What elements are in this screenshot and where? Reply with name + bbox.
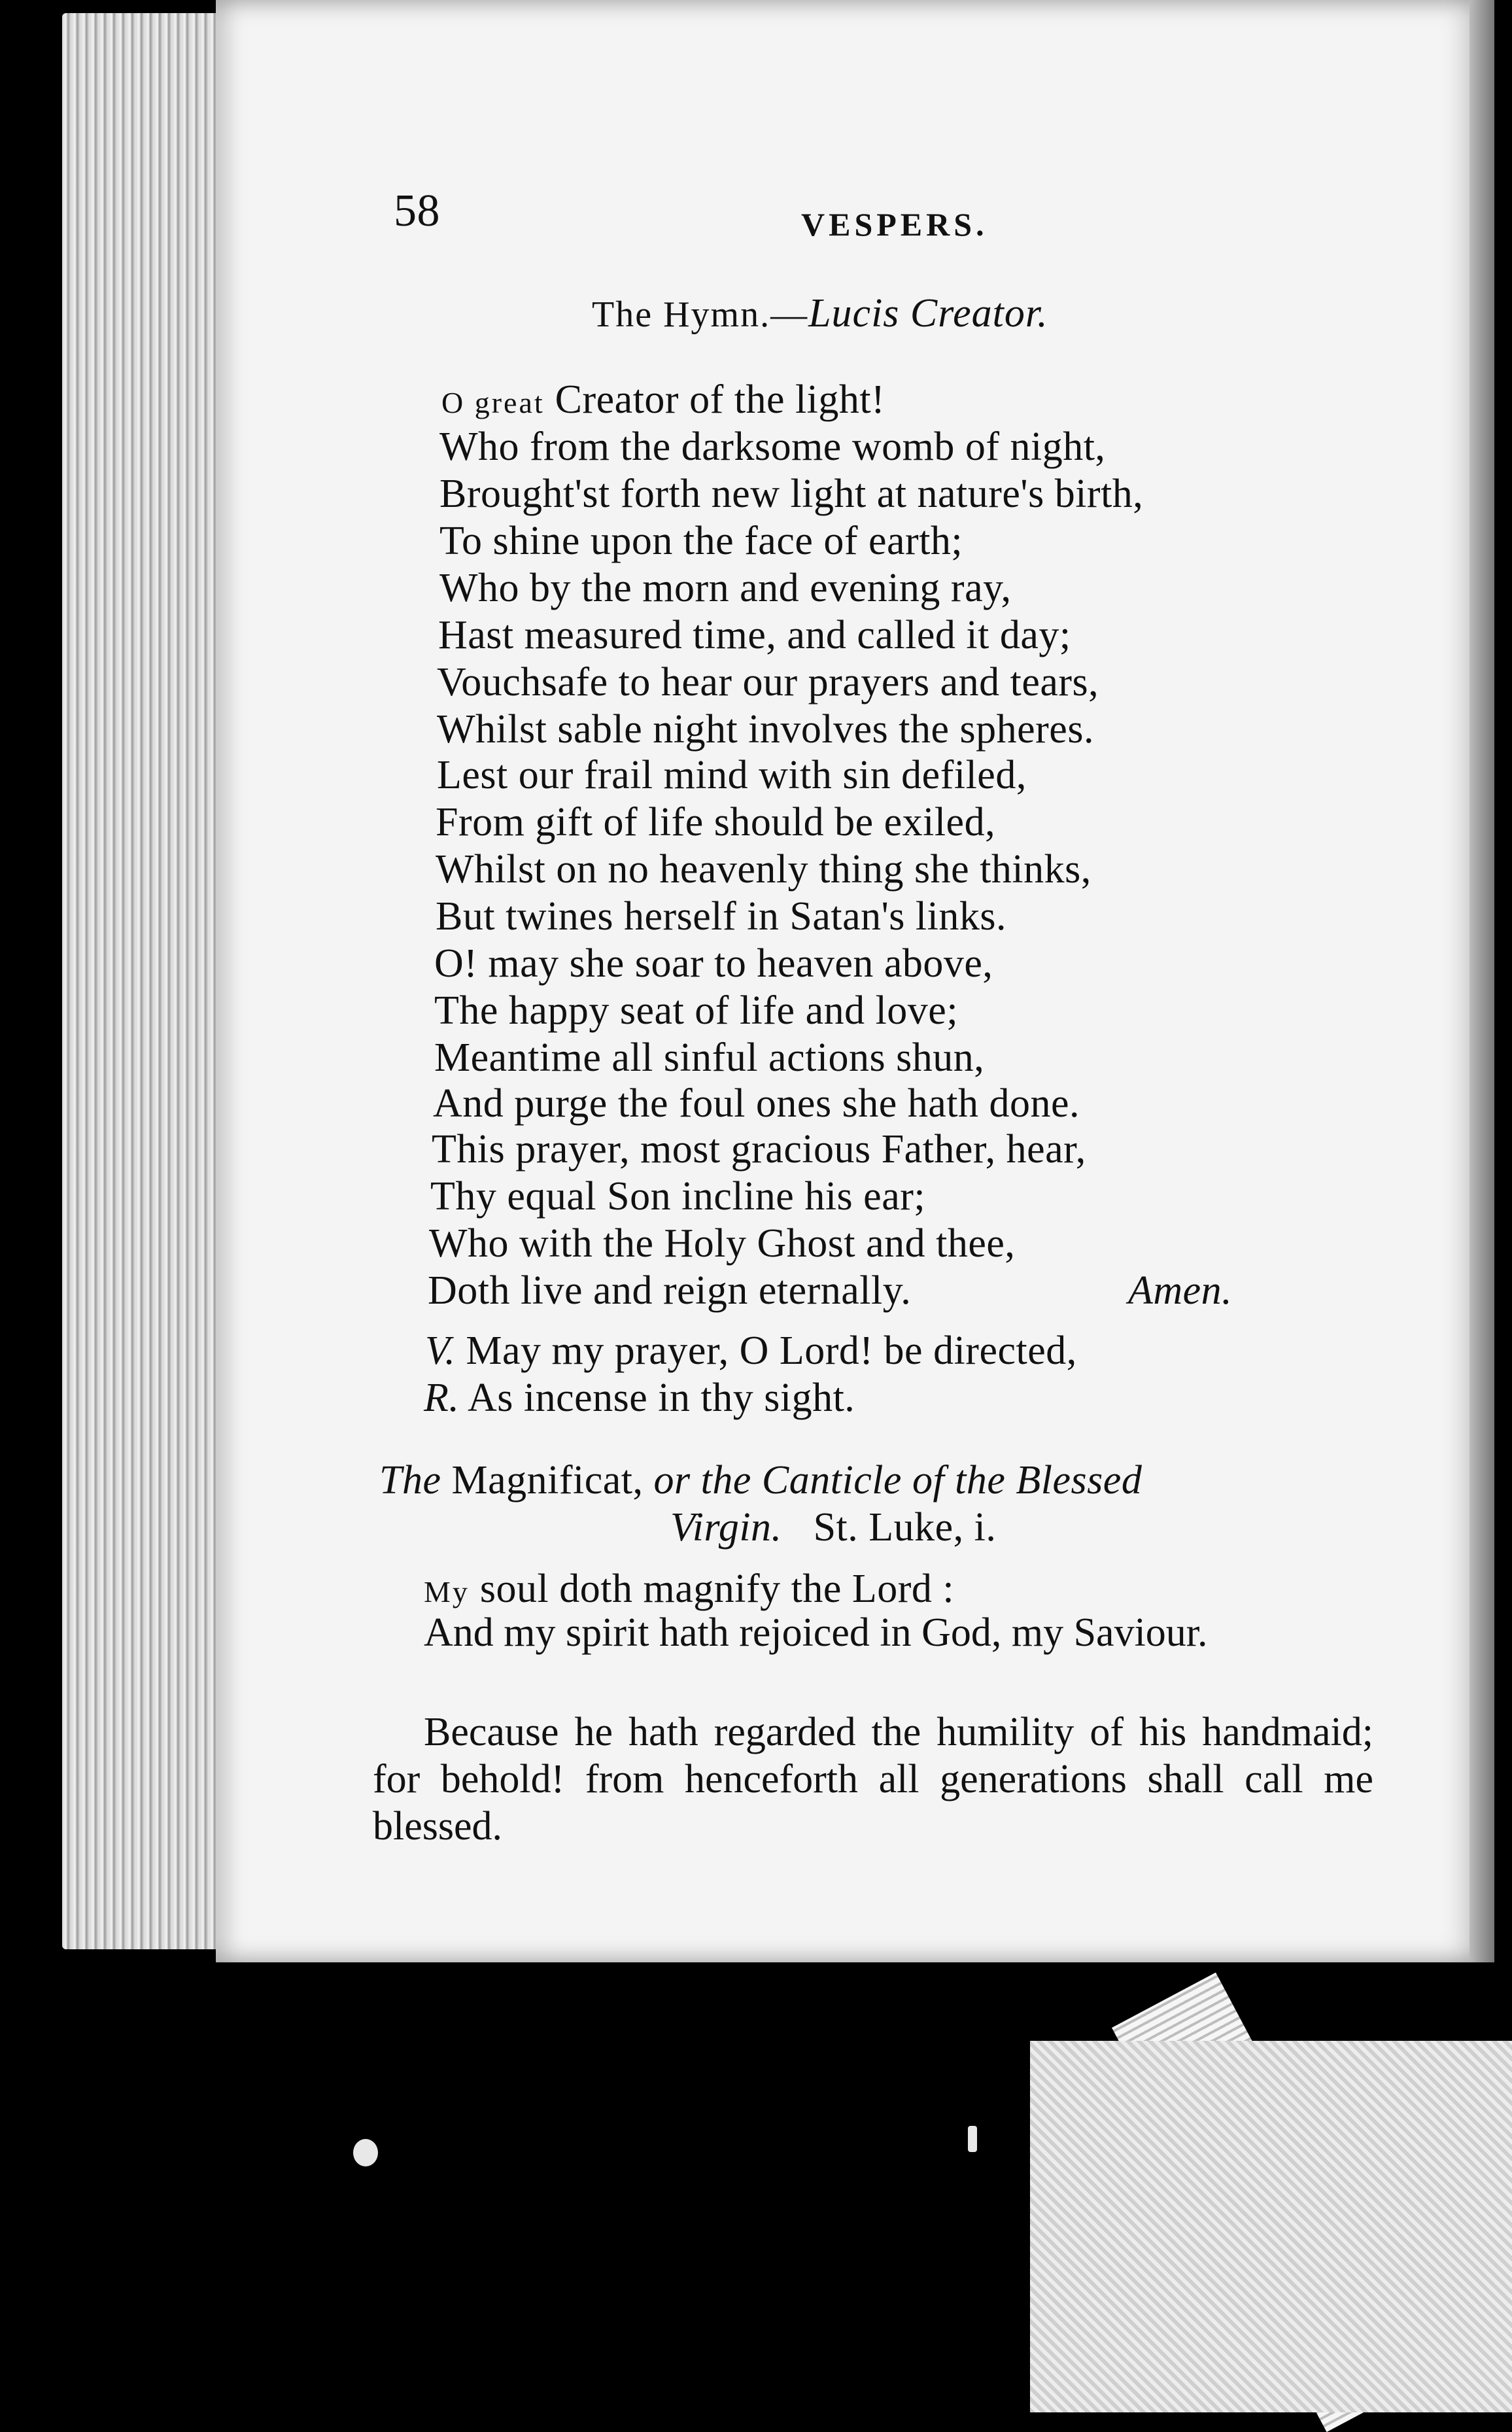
magnificat-verse-3: Because he hath regarded the humility of his handmaid; for behold! from henceforth all generations shall call me blessed.: [373, 1710, 1373, 1849]
magnificat-verse-1-text: soul doth magnify the Lord :: [479, 1567, 955, 1611]
dust-speck: [353, 2139, 378, 2166]
hymn-line-15: Meantime all sinful actions shun,: [434, 1035, 985, 1080]
magnificat-heading-reference: St. Luke, i.: [813, 1505, 997, 1550]
response-text: As incense in thy sight.: [467, 1376, 855, 1420]
response-label: R.: [424, 1376, 460, 1420]
hymn-line-9: Lest our frail mind with sin defiled,: [437, 753, 1027, 797]
magnificat-heading-line1: [379, 1460, 1142, 1501]
hymn-line-16: And purge the foul ones she hath done.: [433, 1081, 1080, 1126]
hymn-line-1: Creator of the light!: [555, 377, 885, 422]
running-title: VESPERS.: [801, 206, 988, 243]
hymn-title: The Hymn.—Lucis Creator.: [592, 291, 1048, 336]
hymn-line-19: Who with the Holy Ghost and thee,: [429, 1221, 1016, 1266]
hymn-line-10: From gift of life should be exiled,: [436, 800, 996, 844]
response: [424, 1378, 855, 1418]
magnificat-heading-title: Magnificat,: [451, 1458, 644, 1503]
magnificat-heading-subtitle: or the Canticle of the Blessed: [653, 1458, 1143, 1503]
hymn-first-words: O great: [441, 386, 545, 419]
hymn-line-14: The happy seat of life and love;: [434, 988, 959, 1033]
hymn-line-12: But twines herself in Satan's links.: [436, 894, 1006, 939]
cloth-background: [1030, 2041, 1512, 2412]
hymn-line-6: Hast measured time, and called it day;: [438, 613, 1071, 657]
hymn-line-18: Thy equal Son incline his ear;: [430, 1174, 926, 1219]
magnificat-heading-virgin: Virgin.: [670, 1505, 782, 1550]
magnificat-heading-the: The: [379, 1458, 441, 1503]
versicle: [425, 1330, 1077, 1371]
hymn-line-5: Who by the morn and evening ray,: [439, 566, 1012, 610]
hymn-line-8: Whilst sable night involves the spheres.: [437, 707, 1094, 752]
hymn-line-20-text: Doth live and reign eternally.: [428, 1268, 912, 1313]
page-number: 58: [394, 186, 440, 236]
hymn-title-latin: Lucis Creator.: [808, 291, 1048, 336]
magnificat-heading-line2: [670, 1507, 996, 1548]
hymn-line-11: Whilst on no heavenly thing she thinks,: [436, 847, 1091, 892]
page-right-edge: [1469, 0, 1494, 1962]
hymn-line: [441, 379, 885, 420]
hymn-amen: Amen.: [1128, 1268, 1233, 1313]
hymn-line-17: This prayer, most gracious Father, hear,: [432, 1127, 1086, 1172]
hymn-line-7: Vouchsafe to hear our prayers and tears,: [437, 660, 1099, 704]
hymn-line-4: To shine upon the face of earth;: [439, 519, 963, 563]
dust-speck: [968, 2126, 977, 2152]
magnificat-verse-2: And my spirit hath rejoiced in God, my Saviour.: [424, 1610, 1208, 1655]
versicle-label: V.: [425, 1329, 456, 1373]
hymn-line-2: Who from the darksome womb of night,: [439, 425, 1106, 469]
hymn-title-prefix: The Hymn.: [592, 294, 771, 335]
magnificat-verse-1: [424, 1569, 954, 1609]
hymn-line-13: O! may she soar to heaven above,: [434, 941, 993, 986]
versicle-text: May my prayer, O Lord! be directed,: [466, 1329, 1077, 1373]
hymn-line-3: Brought'st forth new light at nature's birth,: [439, 472, 1144, 516]
magnificat-first-word: My: [424, 1575, 470, 1608]
hymn-line-20: [428, 1270, 911, 1311]
